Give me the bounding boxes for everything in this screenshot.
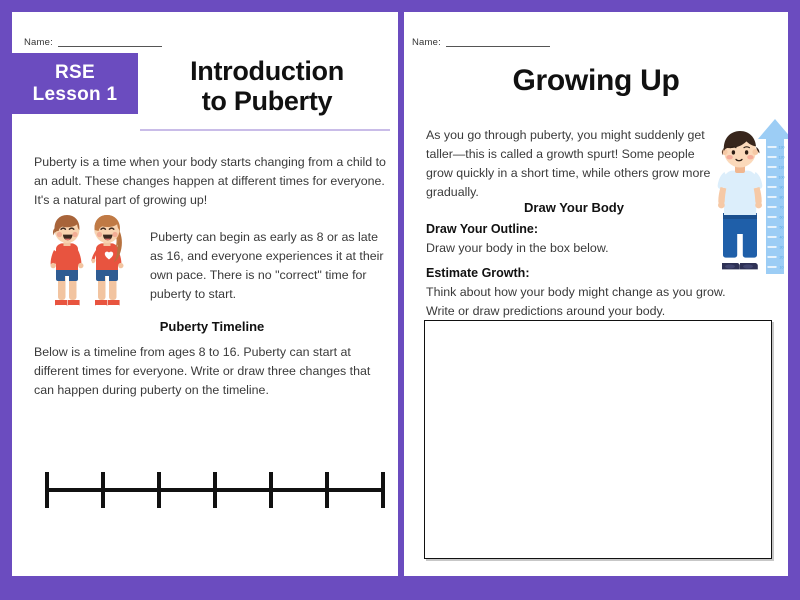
- name-field-row: [412, 38, 550, 48]
- page-title-introduction-to-puberty: [142, 56, 392, 116]
- svg-text:80: 80: [779, 195, 784, 200]
- task-draw-outline-text: Draw your body in the box below.: [426, 241, 609, 255]
- task-estimate-growth-text: Think about how your body might change as you grow. Write or draw predictions around your body.: [426, 285, 726, 318]
- name-field-label: Name:: [24, 37, 53, 48]
- task-estimate-growth: [426, 264, 756, 321]
- svg-text:10: 10: [779, 265, 784, 270]
- timeline-tick: [213, 472, 217, 508]
- task-draw-outline-heading: Draw Your Outline:: [426, 222, 539, 236]
- svg-text:30: 30: [779, 245, 784, 250]
- section-heading-puberty-timeline: Puberty Timeline: [159, 319, 265, 334]
- worksheet-page-introduction-to-puberty: [12, 12, 398, 576]
- svg-text:90: 90: [779, 185, 784, 190]
- boy-figure: [51, 215, 84, 308]
- growth-spurt-paragraph: As you go through puberty, you might suddenly get taller—this is called a growth spurt! Some people grow quickly in a short time, while others grow more gradually.: [426, 128, 711, 199]
- timeline-tick: [381, 472, 385, 508]
- page-title-line-1: Introduction: [190, 56, 344, 86]
- timeline-instructions: Below is a timeline from ages 8 to 16. Puberty can start at different times for everyone. Write or draw three changes that can happen during puberty on the timeline.: [34, 345, 371, 397]
- drawing-area-box[interactable]: [424, 320, 772, 559]
- worksheet-page-growing-up: [404, 12, 788, 576]
- height-ruler-arrow: [758, 119, 788, 274]
- lesson-badge-subject: RSE: [55, 62, 95, 84]
- name-field-label: Name:: [412, 37, 441, 48]
- timeline-tick: [269, 472, 273, 508]
- svg-text:120: 120: [778, 155, 785, 160]
- name-field-write-line[interactable]: [58, 46, 162, 47]
- timeline-tick: [101, 472, 105, 508]
- section-heading-draw-your-body: Draw Your Body: [524, 200, 624, 215]
- intro-paragraph: Puberty is a time when your body starts changing from a child to an adult. These changes happen at different times for everyone. It's a natural part of growing up!: [34, 155, 386, 207]
- timeline-tick: [325, 472, 329, 508]
- svg-text:60: 60: [779, 215, 784, 220]
- title-divider-rule: [140, 129, 390, 131]
- pace-paragraph: Puberty can begin as early as 8 or as late as 16, and everyone experiences it at their own pace. There is no "correct" time for puberty to start.: [150, 230, 384, 301]
- task-draw-outline: [426, 220, 726, 258]
- svg-text:100: 100: [778, 175, 785, 180]
- task-estimate-growth-heading: Estimate Growth:: [426, 266, 530, 280]
- name-field-write-line[interactable]: [446, 46, 550, 47]
- page-title-growing-up: Growing Up: [512, 64, 680, 97]
- timeline-tick: [45, 472, 49, 508]
- name-field-row: [24, 38, 162, 48]
- svg-text:70: 70: [779, 205, 784, 210]
- page-title-line-2: to Puberty: [201, 86, 333, 117]
- girl-figure: [91, 215, 123, 308]
- svg-text:40: 40: [779, 235, 784, 240]
- two-children-illustration: [34, 212, 142, 316]
- lesson-badge-number: Lesson 1: [32, 83, 118, 105]
- svg-text:110: 110: [778, 165, 785, 170]
- lesson-badge: [12, 53, 138, 114]
- puberty-timeline[interactable]: [45, 472, 385, 508]
- timeline-tick: [157, 472, 161, 508]
- svg-text:50: 50: [779, 225, 784, 230]
- svg-text:20: 20: [779, 255, 784, 260]
- svg-text:130: 130: [778, 145, 785, 150]
